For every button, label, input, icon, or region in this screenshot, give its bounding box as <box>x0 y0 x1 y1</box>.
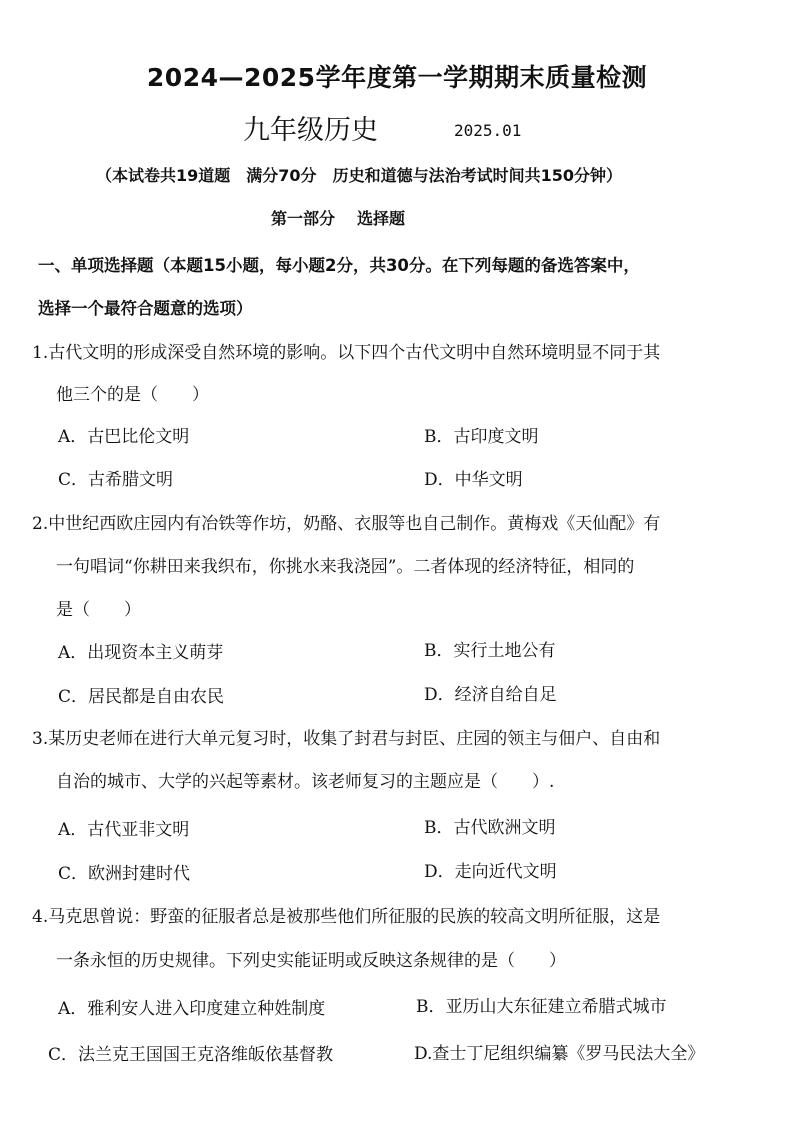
question-1-stem-line2: 他三个的是（ ） <box>56 385 209 405</box>
part-number: 第一部分 <box>271 209 336 228</box>
question-1-option-b: B．古印度文明 <box>424 427 539 447</box>
question-1-option-a: A．古巴比伦文明 <box>58 427 190 447</box>
question-3-option-b: B．古代欧洲文明 <box>424 818 556 838</box>
question-2-option-d: D．经济自给自足 <box>424 685 557 705</box>
info-question-count: （本试卷共19道题 <box>96 166 231 185</box>
question-1-option-c: C．古希腊文明 <box>58 470 174 490</box>
question-2-option-a: A．出现资本主义萌芽 <box>58 643 224 663</box>
part-heading <box>271 206 405 229</box>
exam-subject: 九年级历史 <box>243 115 378 146</box>
question-4-option-b: B．亚历山大东征建立希腊式城市 <box>416 997 667 1017</box>
question-4-stem-line1: 4.马克思曾说：野蛮的征服者总是被那些他们所征服的民族的较高文明所征服，这是 <box>32 907 661 927</box>
question-2-stem-line1: 2.中世纪西欧庄园内有冶铁等作坊，奶酪、衣服等也自己制作。黄梅戏《天仙配》有 <box>32 514 661 534</box>
question-3-option-a: A．古代亚非文明 <box>58 820 190 840</box>
section-instructions-line1: 一、单项选择题（本题15小题，每小题2分，共30分。在下列每题的备选答案中， <box>38 256 640 275</box>
question-2-stem-line2: 一句唱词“你耕田来我织布，你挑水来我浇园”。二者体现的经济特征，相同的 <box>56 557 635 577</box>
question-3-stem-line1: 3.某历史老师在进行大单元复习时，收集了封君与封臣、庄园的领主与佃户、自由和 <box>32 729 661 749</box>
question-2-stem-line3: 是（ ） <box>56 600 141 620</box>
question-4-option-a: A．雅利安人进入印度建立种姓制度 <box>58 999 326 1019</box>
question-1-stem-line1: 1.古代文明的形成深受自然环境的影响。以下四个古代文明中自然环境明显不同于其 <box>32 343 661 363</box>
question-4-option-c: C．法兰克王国国王克洛维皈依基督教 <box>48 1045 334 1065</box>
exam-info <box>96 163 622 186</box>
question-3-option-d: D．走向近代文明 <box>424 862 557 882</box>
question-2-option-c: C．居民都是自由农民 <box>58 687 225 707</box>
question-3-option-c: C．欧洲封建时代 <box>58 864 191 884</box>
question-4-option-d: D.查士丁尼组织编纂《罗马民法大全》 <box>414 1044 705 1064</box>
info-full-score: 满分70分 <box>246 166 317 185</box>
exam-date: 2025.01 <box>454 121 522 140</box>
question-4-stem-line2: 一条永恒的历史规律。下列史实能证明或反映这条规律的是（ ） <box>56 951 566 971</box>
question-1-option-d: D．中华文明 <box>424 470 523 490</box>
question-3-stem-line2: 自治的城市、大学的兴起等素材。该老师复习的主题应是（ ）. <box>56 772 555 792</box>
info-time: 历史和道德与法治考试时间共150分钟） <box>332 166 622 185</box>
exam-title: 2024—2025学年度第一学期期末质量检测 <box>146 63 648 92</box>
part-type: 选择题 <box>357 209 406 228</box>
question-2-option-b: B．实行土地公有 <box>424 641 556 661</box>
section-instructions-line2: 选择一个最符合题意的选项） <box>38 299 253 318</box>
